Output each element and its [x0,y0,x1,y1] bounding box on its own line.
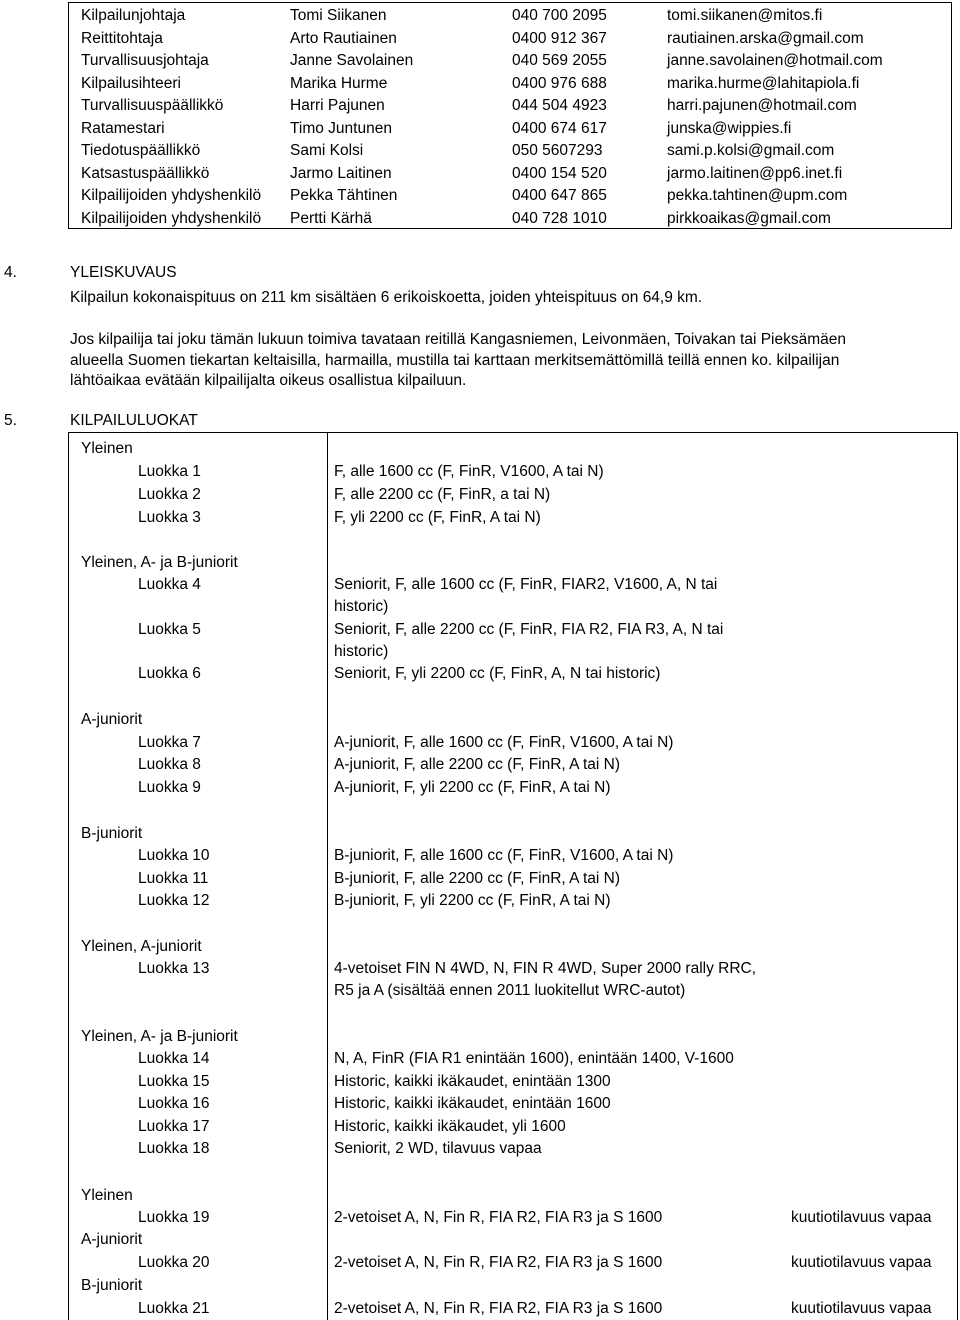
contact-email[interactable]: rautiainen.arska@gmail.com [667,29,864,47]
class-label: Luokka 8 [138,756,201,773]
contact-phone: 040 728 1010 [512,209,607,227]
contact-email[interactable]: marika.hurme@lahitapiola.fi [667,74,860,92]
contact-phone: 0400 674 617 [512,119,607,137]
contact-role: Kilpailunjohtaja [81,7,186,24]
contact-email[interactable]: pekka.tahtinen@upm.com [667,187,848,204]
contact-email[interactable]: junska@wippies.fi [667,119,792,137]
class-group-label: A-juniorit [81,1231,143,1248]
contact-name: Janne Savolainen [290,52,414,69]
section-5-number: 5. [4,412,17,429]
class-group-label: Yleinen, A- ja B-juniorit [81,1028,238,1045]
class-description: A-juniorit, F, yli 2200 cc (F, FinR, A tai N) [334,779,611,796]
class-group-label: B-juniorit [81,825,143,842]
contact-name: Sami Kolsi [290,142,364,159]
classes-column-divider [327,433,328,1320]
course-length-paragraph: Kilpailun kokonaispituus on 211 km sisältäen 6 erikoiskoetta, joiden yhteispituus on 64,9 km. [70,289,703,306]
contact-email[interactable]: pirkkoaikas@gmail.com [667,209,831,227]
class-label: Luokka 1 [138,463,201,480]
class-label: Luokka 20 [138,1254,210,1271]
class-description-continued: historic) [334,598,389,615]
class-description: Historic, kaikki ikäkaudet, yli 1600 [334,1118,566,1135]
class-description: 2-vetoiset A, N, Fin R, FIA R2, FIA R3 ja S 1600 [334,1209,663,1226]
class-group-label: Yleinen [81,440,133,457]
contact-role: Kilpailusihteeri [81,74,181,92]
contact-name: Harri Pajunen [290,97,385,114]
section-5-title: KILPAILULUOKAT [70,412,198,429]
class-description-continued: R5 ja A (sisältää ennen 2011 luokitellut WRC-autot) [334,982,686,999]
class-label: Luokka 6 [138,665,201,682]
contact-role: Katsastuspäällikkö [81,164,210,182]
class-description: 2-vetoiset A, N, Fin R, FIA R2, FIA R3 ja S 1600 [334,1300,663,1317]
class-description: B-juniorit, F, alle 2200 cc (F, FinR, A tai N) [334,870,620,887]
class-label: Luokka 11 [138,870,209,887]
contact-name: Pekka Tähtinen [290,187,398,204]
contact-name: Timo Juntunen [290,119,392,137]
class-label: Luokka 2 [138,486,201,503]
contact-phone: 044 504 4923 [512,97,607,114]
class-description: 4-vetoiset FIN N 4WD, N, FIN R 4WD, Super 2000 rally RRC, [334,960,757,977]
contact-name: Marika Hurme [290,74,388,92]
class-description: Seniorit, F, alle 1600 cc (F, FinR, FIAR2, V1600, A, N tai [334,576,718,593]
contact-name: Tomi Siikanen [290,7,387,24]
class-group-label: Yleinen [81,1187,133,1204]
contact-email[interactable]: sami.p.kolsi@gmail.com [667,142,835,159]
route-rule-paragraph: Jos kilpailija tai joku tämän lukuun toimiva tavataan reitillä Kangasniemen, Leivonmäen, Toivakan tai Pieksämäen alueella Suomen tiekartan keltaisilla, harmailla, mustilla tai karttaan merkitsemättömillä teillä ennen ko. kilpailijan lähtöaikaa evätään kilpailijalta oikeus osallistua kilpailuun. [70,331,847,389]
contact-role: Kilpailijoiden yhdyshenkilö [81,209,262,227]
class-label: Luokka 16 [138,1095,210,1112]
class-label: Luokka 17 [138,1118,210,1135]
contact-email[interactable]: janne.savolainen@hotmail.com [667,52,883,69]
class-description: F, alle 2200 cc (F, FinR, a tai N) [334,486,551,503]
class-label: Luokka 4 [138,576,201,593]
class-label: Luokka 14 [138,1050,210,1067]
contact-phone: 0400 154 520 [512,164,607,182]
contact-email[interactable]: harri.pajunen@hotmail.com [667,97,857,114]
class-description: Historic, kaikki ikäkaudet, enintään 1300 [334,1073,611,1090]
class-description: Seniorit, 2 WD, tilavuus vapaa [334,1140,542,1157]
contacts-table [68,2,952,229]
class-label: Luokka 7 [138,734,201,751]
class-displacement-note: kuutiotilavuus vapaa [791,1254,932,1271]
class-label: Luokka 9 [138,779,201,796]
contact-role: Kilpailijoiden yhdyshenkilö [81,187,262,204]
contact-role: Tiedotuspäällikkö [81,142,201,159]
contact-phone: 0400 912 367 [512,29,607,47]
contact-role: Ratamestari [81,119,165,137]
class-description: B-juniorit, F, yli 2200 cc (F, FinR, A tai N) [334,892,611,909]
contact-email[interactable]: jarmo.laitinen@pp6.inet.fi [667,164,843,182]
contact-phone: 040 569 2055 [512,52,607,69]
section-4-number: 4. [4,264,17,281]
class-label: Luokka 18 [138,1140,210,1157]
class-description: Seniorit, F, yli 2200 cc (F, FinR, A, N tai historic) [334,665,661,682]
section-5-heading [4,412,198,430]
class-description: F, yli 2200 cc (F, FinR, A tai N) [334,509,541,526]
class-description: F, alle 1600 cc (F, FinR, V1600, A tai N) [334,463,604,480]
class-description: B-juniorit, F, alle 1600 cc (F, FinR, V1600, A tai N) [334,847,674,864]
class-description-continued: historic) [334,643,389,660]
class-description: Historic, kaikki ikäkaudet, enintään 1600 [334,1095,611,1112]
contact-name: Jarmo Laitinen [290,164,392,182]
contact-role: Turvallisuusjohtaja [81,52,209,69]
class-group-label: B-juniorit [81,1277,143,1294]
contact-phone: 050 5607293 [512,142,603,159]
contact-email[interactable]: tomi.siikanen@mitos.fi [667,7,823,24]
class-label: Luokka 13 [138,960,210,977]
class-description: A-juniorit, F, alle 1600 cc (F, FinR, V1600, A tai N) [334,734,674,751]
class-group-label: Yleinen, A-juniorit [81,938,202,955]
class-displacement-note: kuutiotilavuus vapaa [791,1209,932,1226]
contact-role: Reittitohtaja [81,29,163,47]
contact-name: Pertti Kärhä [290,209,372,227]
class-description: N, A, FinR (FIA R1 enintään 1600), enintään 1400, V-1600 [334,1050,734,1067]
class-label: Luokka 15 [138,1073,210,1090]
class-group-label: A-juniorit [81,711,143,728]
class-label: Luokka 10 [138,847,210,864]
class-description: A-juniorit, F, alle 2200 cc (F, FinR, A tai N) [334,756,620,773]
class-displacement-note: kuutiotilavuus vapaa [791,1300,932,1317]
section-4-title: YLEISKUVAUS [70,264,177,281]
class-label: Luokka 3 [138,509,201,526]
contact-role: Turvallisuuspäällikkö [81,97,224,114]
section-4-heading [4,264,177,282]
class-label: Luokka 19 [138,1209,210,1226]
class-description: Seniorit, F, alle 2200 cc (F, FinR, FIA R2, FIA R3, A, N tai [334,621,724,638]
contact-phone: 040 700 2095 [512,7,607,24]
class-description: 2-vetoiset A, N, Fin R, FIA R2, FIA R3 ja S 1600 [334,1254,663,1271]
contact-phone: 0400 976 688 [512,74,607,92]
classes-table [68,432,958,1320]
contact-phone: 0400 647 865 [512,187,607,204]
class-label: Luokka 5 [138,621,201,638]
contact-name: Arto Rautiainen [290,29,397,47]
class-label: Luokka 21 [138,1300,210,1317]
class-label: Luokka 12 [138,892,210,909]
class-group-label: Yleinen, A- ja B-juniorit [81,554,238,571]
